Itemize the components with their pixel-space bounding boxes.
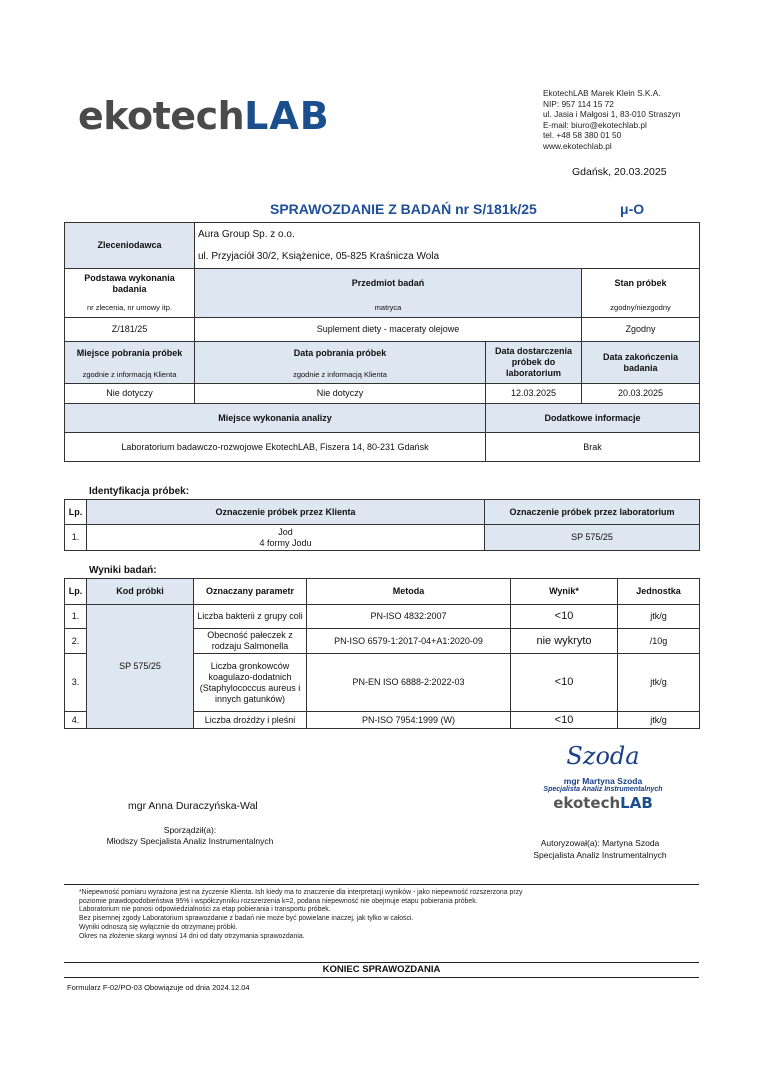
- row-lp: 2.: [65, 629, 87, 654]
- sample-code: SP 575/25: [87, 605, 194, 729]
- client-name: Aura Group Sp. z o.o.: [195, 223, 700, 246]
- report-title: SPRAWOZDANIE Z BADAŃ nr S/181k/25: [270, 201, 537, 217]
- form-number: Formularz F-02/PO-03 Obowiązuje od dnia 2024.12.04: [67, 983, 250, 992]
- authorizer-role: [500, 838, 700, 861]
- analysis-place-value: Laboratorium badawczo-rozwojowe EkotechLAB, Fiszera 14, 80-231 Gdańsk: [65, 433, 486, 462]
- stamp-name: mgr Martyna Szoda: [563, 776, 643, 786]
- extra-info-value: Brak: [486, 433, 700, 462]
- table-row: [65, 525, 700, 551]
- lab-marking: SP 575/25: [485, 525, 700, 551]
- table-row: [65, 605, 700, 629]
- analysis-place-label: Miejsce wykonania analizy: [65, 404, 486, 433]
- preparer-role-line: Młodszy Specjalista Analiz Instrumentalnych: [106, 836, 274, 846]
- subject-sub: matryca: [195, 299, 582, 318]
- identification-table: [64, 499, 700, 551]
- footnote-line: Wyniki odnoszą się wyłącznie do otrzymanej próbki.: [79, 923, 238, 931]
- results-heading: Wyniki badań:: [89, 565, 157, 576]
- authorizer-role-line: Specjalista Analiz Instrumentalnych: [533, 849, 667, 860]
- end-date-value: 20.03.2025: [582, 384, 700, 404]
- row-lp: 4.: [65, 712, 87, 729]
- client-marking-line: Jod: [278, 526, 293, 537]
- row-lp: 1.: [65, 605, 87, 629]
- col-parameter: Oznaczany parametr: [194, 579, 307, 605]
- footnotes: [79, 889, 639, 941]
- stamp-title: Specjalista Analiz Instrumentalnych: [543, 786, 663, 793]
- state-sub: zgodny/niezgodny: [582, 299, 700, 318]
- company-line: EkotechLAB Marek Klein S.K.A.: [543, 88, 661, 98]
- client-address: ul. Przyjaciół 30/2, Książenice, 05-825 Kraśnicza Wola: [195, 246, 700, 269]
- identification-heading: Identyfikacja próbek:: [89, 486, 190, 497]
- result: <10: [511, 712, 618, 729]
- footnote-line: Okres na złożenie skargi wynosi 14 dni od daty otrzymania sprawozdania.: [79, 932, 305, 940]
- stamp-logo-lab: LAB: [620, 794, 653, 812]
- col-client-marking: Oznaczenie próbek przez Klienta: [87, 500, 485, 525]
- parameter: Liczba gronkowców koagulazo-dodatnich (Staphylococcus aureus i innych gatunków): [194, 654, 307, 712]
- logo-text: ekotech: [78, 94, 245, 138]
- sampling-date-sub: zgodnie z informacją Klienta: [195, 366, 486, 384]
- authorizer-role-line: Autoryzował(a): Martyna Szoda: [540, 838, 660, 848]
- col-unit: Jednostka: [618, 579, 700, 605]
- state-label: Stan próbek: [582, 269, 700, 299]
- unit: jtk/g: [618, 605, 700, 629]
- company-line: NIP: 957 114 15 72: [543, 98, 614, 109]
- company-line: E-mail: biuro@ekotechlab.pl: [543, 119, 647, 130]
- report-info-table: [64, 222, 700, 462]
- results-table: [64, 578, 700, 729]
- result: <10: [511, 654, 618, 712]
- logo-lab-text: LAB: [244, 94, 330, 138]
- preparer-role: [60, 825, 320, 847]
- parameter: Obecność pałeczek z rodzaju Salmonella: [194, 629, 307, 654]
- client-marking: [87, 525, 485, 551]
- parameter: Liczba drożdży i pleśni: [194, 712, 307, 729]
- method: PN-ISO 7954:1999 (W): [307, 712, 511, 729]
- divider: [64, 962, 699, 963]
- col-method: Metoda: [307, 579, 511, 605]
- basis-value: Z/181/25: [65, 318, 195, 342]
- subject-label: Przedmiot badań: [195, 269, 582, 299]
- col-lab-marking: Oznaczenie próbek przez laboratorium: [485, 500, 700, 525]
- authorization-stamp: [528, 742, 678, 812]
- footnote-line: poziomie prawdopodobieństwa 95% i współczynniku rozszerzenia k=2, podana niepewność nie obejmuje etapu pobierania próbek.: [79, 897, 478, 905]
- col-result: Wynik*: [511, 579, 618, 605]
- delivery-date-value: 12.03.2025: [486, 384, 582, 404]
- extra-info-label: Dodatkowe informacje: [486, 404, 700, 433]
- company-line: www.ekotechlab.pl: [543, 140, 612, 151]
- divider: [64, 884, 699, 885]
- company-info: [543, 88, 680, 152]
- basis-sub: nr zlecenia, nr umowy itp.: [65, 299, 195, 318]
- footnote-line: Bez pisemnej zgody Laboratorium sprawozdanie z badań nie może być powielane inaczej, jak tylko w całości.: [79, 915, 414, 923]
- report-date: Gdańsk, 20.03.2025: [572, 166, 667, 178]
- sampling-place-sub: zgodnie z informacją Klienta: [65, 366, 195, 384]
- preparer-name: mgr Anna Duraczyńska-Wal: [128, 800, 258, 812]
- stamp-logo-text: ekotech: [553, 794, 621, 812]
- client-label: Zleceniodawca: [65, 223, 195, 269]
- company-line: tel. +48 58 380 01 50: [543, 130, 622, 141]
- ekotechlab-logo: [78, 94, 330, 138]
- sampling-date-value: Nie dotyczy: [195, 384, 486, 404]
- col-sample-code: Kod próbki: [87, 579, 194, 605]
- divider: [64, 977, 699, 978]
- handwritten-signature: Szoda: [566, 742, 640, 770]
- sampling-place-value: Nie dotyczy: [65, 384, 195, 404]
- method: PN-ISO 6579-1:2017-04+A1:2020-09: [307, 629, 511, 654]
- sampling-date-label: Data pobrania próbek: [195, 342, 486, 366]
- method: PN-ISO 4832:2007: [307, 605, 511, 629]
- company-line: ul. Jasia i Małgosi 1, 83-010 Straszyn: [543, 109, 681, 120]
- stamp-logo: [528, 794, 678, 812]
- client-marking-line: 4 formy Jodu: [259, 537, 312, 548]
- sampling-place-label: Miejsce pobrania próbek: [65, 342, 195, 366]
- end-date-label: Data zakończenia badania: [582, 342, 700, 384]
- report-end: KONIEC SPRAWOZDANIA: [322, 964, 441, 975]
- unit: jtk/g: [618, 712, 700, 729]
- footnote-line: Laboratorium nie ponosi odpowiedzialności za etap pobierania i transportu próbek.: [79, 906, 331, 914]
- report-title-suffix: μ-O: [620, 201, 645, 217]
- col-lp: Lp.: [65, 579, 87, 605]
- row-lp: 3.: [65, 654, 87, 712]
- row-lp: 1.: [65, 525, 87, 551]
- delivery-date-label: Data dostarczenia próbek do laboratorium: [486, 342, 582, 384]
- method: PN-EN ISO 6888-2:2022-03: [307, 654, 511, 712]
- basis-label: Podstawa wykonania badania: [65, 269, 195, 299]
- preparer-role-line: Sporządził(a):: [163, 825, 217, 835]
- state-value: Zgodny: [582, 318, 700, 342]
- result: nie wykryto: [511, 629, 618, 654]
- unit: jtk/g: [618, 654, 700, 712]
- subject-value: Suplement diety - maceraty olejowe: [195, 318, 582, 342]
- parameter: Liczba bakterii z grupy coli: [194, 605, 307, 629]
- col-lp: Lp.: [65, 500, 87, 525]
- footnote-line: *Niepewność pomiaru wyrażona jest na życzenie Klienta. Ish kiedy ma to znaczenie dla interpretacji wyników - jako niepewność rozszerzona przy: [79, 889, 523, 896]
- unit: /10g: [618, 629, 700, 654]
- result: <10: [511, 605, 618, 629]
